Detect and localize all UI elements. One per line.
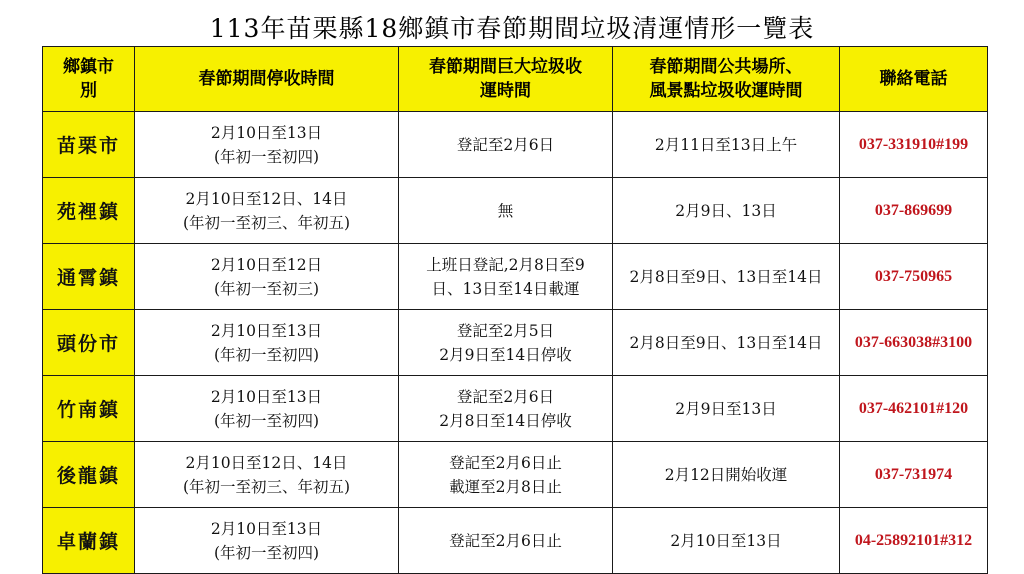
table-row xyxy=(43,244,988,310)
table-row xyxy=(43,508,988,574)
bulky-time: 登記至2月6日 2月8日至14日停收 xyxy=(399,376,613,442)
bulky-time: 登記至2月6日止 載運至2月8日止 xyxy=(399,442,613,508)
garbage-schedule-table xyxy=(42,46,988,574)
page-title: 113年苗栗縣18鄉鎮市春節期間垃圾清運情形一覽表 xyxy=(209,14,815,43)
town-name: 卓蘭鎮 xyxy=(43,508,135,574)
bulky-time: 無 xyxy=(399,178,613,244)
stop-time: 2月10日至13日 (年初一至初四) xyxy=(135,508,399,574)
public-time: 2月10日至13日 xyxy=(613,508,840,574)
stop-time: 2月10日至13日 (年初一至初四) xyxy=(135,376,399,442)
header-row xyxy=(43,47,988,112)
stop-time: 2月10日至13日 (年初一至初四) xyxy=(135,310,399,376)
public-time: 2月8日至9日、13日至14日 xyxy=(613,244,840,310)
table-row xyxy=(43,310,988,376)
table-row xyxy=(43,178,988,244)
town-name: 後龍鎮 xyxy=(43,442,135,508)
stop-time: 2月10日至12日 (年初一至初三) xyxy=(135,244,399,310)
town-name: 竹南鎮 xyxy=(43,376,135,442)
phone-number: 037-750965 xyxy=(840,244,988,310)
public-time: 2月11日至13日上午 xyxy=(613,112,840,178)
town-name: 苑裡鎮 xyxy=(43,178,135,244)
public-time: 2月9日至13日 xyxy=(613,376,840,442)
stop-time: 2月10日至12日、14日 (年初一至初三、年初五) xyxy=(135,442,399,508)
phone-number: 037-462101#120 xyxy=(840,376,988,442)
table-row xyxy=(43,376,988,442)
phone-number: 04-25892101#312 xyxy=(840,508,988,574)
bulky-time: 登記至2月6日止 xyxy=(399,508,613,574)
town-name: 苗栗市 xyxy=(43,112,135,178)
header-bulky-waste: 春節期間巨大垃圾收 運時間 xyxy=(399,47,613,112)
table-row xyxy=(43,442,988,508)
public-time: 2月8日至9日、13日至14日 xyxy=(613,310,840,376)
bulky-time: 登記至2月6日 xyxy=(399,112,613,178)
public-time: 2月9日、13日 xyxy=(613,178,840,244)
header-stop-time: 春節期間停收時間 xyxy=(135,47,399,112)
stop-time: 2月10日至13日 (年初一至初四) xyxy=(135,112,399,178)
public-time: 2月12日開始收運 xyxy=(613,442,840,508)
header-town: 鄉鎮市 別 xyxy=(43,47,135,112)
phone-number: 037-663038#3100 xyxy=(840,310,988,376)
town-name: 頭份市 xyxy=(43,310,135,376)
phone-number: 037-731974 xyxy=(840,442,988,508)
header-public-places: 春節期間公共場所、 風景點垃圾收運時間 xyxy=(613,47,840,112)
bulky-time: 登記至2月5日 2月9日至14日停收 xyxy=(399,310,613,376)
stop-time: 2月10日至12日、14日 (年初一至初三、年初五) xyxy=(135,178,399,244)
header-phone: 聯絡電話 xyxy=(840,47,988,112)
town-name: 通霄鎮 xyxy=(43,244,135,310)
phone-number: 037-331910#199 xyxy=(840,112,988,178)
phone-number: 037-869699 xyxy=(840,178,988,244)
bulky-time: 上班日登記,2月8日至9 日、13日至14日載運 xyxy=(399,244,613,310)
table-row xyxy=(43,112,988,178)
